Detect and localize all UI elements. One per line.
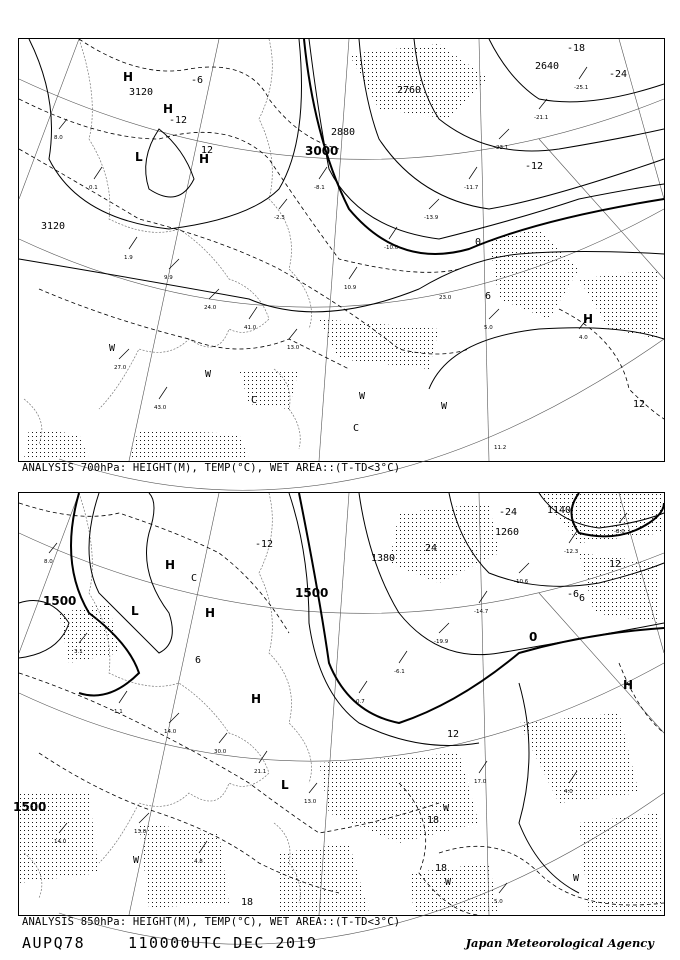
svg-text:24.0: 24.0 <box>204 305 217 311</box>
svg-text:43.0: 43.0 <box>154 405 167 411</box>
height-label-bold: 3000 <box>305 144 339 158</box>
svg-text:13.0: 13.0 <box>287 345 300 351</box>
temperature-label: 6 <box>579 593 586 604</box>
svg-text:4.0: 4.0 <box>579 335 588 341</box>
station-plots-850 <box>49 513 627 893</box>
temperature-label: 12 <box>201 145 214 156</box>
cold-marker: C <box>353 423 360 434</box>
cold-marker: C <box>191 573 198 584</box>
high-center: H <box>205 606 216 620</box>
svg-text:4.0: 4.0 <box>564 789 573 795</box>
svg-text:-23.1: -23.1 <box>494 145 509 151</box>
svg-text:-8.1: -8.1 <box>314 185 325 191</box>
svg-text:30.0: 30.0 <box>214 749 227 755</box>
chart-id: AUPQ78 <box>22 934 86 952</box>
high-center: H <box>163 102 174 116</box>
bold-contours-850 <box>71 493 664 723</box>
height-label: 2760 <box>397 85 422 96</box>
svg-text:-8.0: -8.0 <box>614 529 625 535</box>
svg-text:13.0: 13.0 <box>134 829 147 835</box>
svg-text:0.1: 0.1 <box>89 185 98 191</box>
temperature-label: -6 <box>567 589 580 600</box>
valid-time: 110000UTC DEC 2019 <box>128 934 318 952</box>
svg-text:-25.1: -25.1 <box>574 85 589 91</box>
map-panel-700hpa <box>18 38 665 462</box>
svg-text:10.9: 10.9 <box>344 285 357 291</box>
svg-text:-6.1: -6.1 <box>394 669 405 675</box>
temperature-label: -6 <box>191 75 204 86</box>
svg-text:-21.1: -21.1 <box>534 115 549 121</box>
high-center: H <box>251 692 262 706</box>
warm-marker: W <box>133 855 140 866</box>
svg-text:14.0: 14.0 <box>54 839 67 845</box>
height-label-bold: 1500 <box>295 586 329 600</box>
agency-name: Japan Meteorological Agency <box>465 936 654 950</box>
temperature-label: -18 <box>567 43 586 54</box>
warm-marker: W <box>445 877 452 888</box>
warm-marker: W <box>573 873 580 884</box>
panel-caption-700hpa: ANALYSIS 700hPa: HEIGHT(M), TEMP(°C), WET AREA::(T-TD<3°C) <box>22 462 401 474</box>
svg-text:8.0: 8.0 <box>54 135 63 141</box>
temperature-label: -12 <box>169 115 188 126</box>
temperature-label: 12 <box>609 559 622 570</box>
map-panel-850hpa <box>13 492 665 916</box>
svg-text:14.0: 14.0 <box>164 729 177 735</box>
temperature-label: 12 <box>447 729 460 740</box>
height-label: 2640 <box>535 61 560 72</box>
station-plots-700 <box>59 67 587 399</box>
svg-text:3.1: 3.1 <box>74 649 83 655</box>
high-center: H <box>623 678 634 692</box>
high-center: H <box>199 152 210 166</box>
temperature-label: 24 <box>425 543 438 554</box>
svg-text:-14.7: -14.7 <box>474 609 489 615</box>
svg-text:-2.3: -2.3 <box>274 215 285 221</box>
temperature-label: -12 <box>525 161 544 172</box>
high-center: H <box>583 312 594 326</box>
temperature-label: -12 <box>255 539 274 550</box>
temperature-label: -24 <box>609 69 628 80</box>
svg-text:1.1: 1.1 <box>114 709 123 715</box>
svg-text:-12.3: -12.3 <box>564 549 579 555</box>
panel-caption-850hpa: ANALYSIS 850hPa: HEIGHT(M), TEMP(°C), WET AREA::(T-TD<3°C) <box>22 916 401 928</box>
low-center: L <box>131 604 139 618</box>
temperature-label: 18 <box>427 815 440 826</box>
temperature-label: 0 <box>475 237 482 248</box>
height-label: 1140 <box>547 505 572 516</box>
svg-text:1.9: 1.9 <box>124 255 133 261</box>
height-label: 3120 <box>129 87 154 98</box>
temperature-label: 0 <box>529 630 538 644</box>
svg-text:17.0: 17.0 <box>474 779 487 785</box>
low-center: L <box>281 778 289 792</box>
svg-text:-19.9: -19.9 <box>434 639 449 645</box>
temperature-label: -24 <box>499 507 518 518</box>
height-label: 2880 <box>331 127 356 138</box>
svg-text:-10.0: -10.0 <box>384 245 399 251</box>
height-label-bold: 1500 <box>13 800 47 814</box>
svg-text:-10.6: -10.6 <box>514 579 529 585</box>
low-center: L <box>135 150 143 164</box>
height-label: 1380 <box>371 553 396 564</box>
svg-text:5.0: 5.0 <box>484 325 493 331</box>
warm-marker: W <box>443 803 450 814</box>
svg-text:9.9: 9.9 <box>164 275 173 281</box>
map-850hpa <box>13 493 664 915</box>
svg-text:-11.7: -11.7 <box>464 185 479 191</box>
high-center: H <box>165 558 176 572</box>
temperature-label: 6 <box>485 291 492 302</box>
temperature-label: 6 <box>195 655 202 666</box>
temperature-label: 12 <box>633 399 646 410</box>
svg-text:-0.7: -0.7 <box>354 699 365 705</box>
svg-text:13.0: 13.0 <box>304 799 317 805</box>
height-label-bold: 1500 <box>43 594 77 608</box>
svg-text:11.2: 11.2 <box>494 445 507 451</box>
high-center: H <box>123 70 134 84</box>
svg-text:-13.9: -13.9 <box>424 215 439 221</box>
svg-text:21.1: 21.1 <box>254 769 267 775</box>
svg-text:23.0: 23.0 <box>439 295 452 301</box>
temperature-contours-700 <box>19 39 664 419</box>
temperature-label: 18 <box>241 897 254 908</box>
height-label: 1260 <box>495 527 520 538</box>
svg-text:27.0: 27.0 <box>114 365 127 371</box>
temperature-label: 18 <box>435 863 448 874</box>
warm-marker: W <box>359 391 366 402</box>
cold-marker: C <box>251 395 258 406</box>
warm-marker: W <box>441 401 448 412</box>
warm-marker: W <box>109 343 116 354</box>
wet-area-850 <box>19 493 664 913</box>
svg-text:41.0: 41.0 <box>244 325 257 331</box>
svg-text:4.8: 4.8 <box>194 859 203 865</box>
svg-text:8.0: 8.0 <box>44 559 53 565</box>
svg-text:5.0: 5.0 <box>494 899 503 905</box>
height-label: 3120 <box>41 221 66 232</box>
map-700hpa <box>19 39 664 461</box>
warm-marker: W <box>205 369 212 380</box>
